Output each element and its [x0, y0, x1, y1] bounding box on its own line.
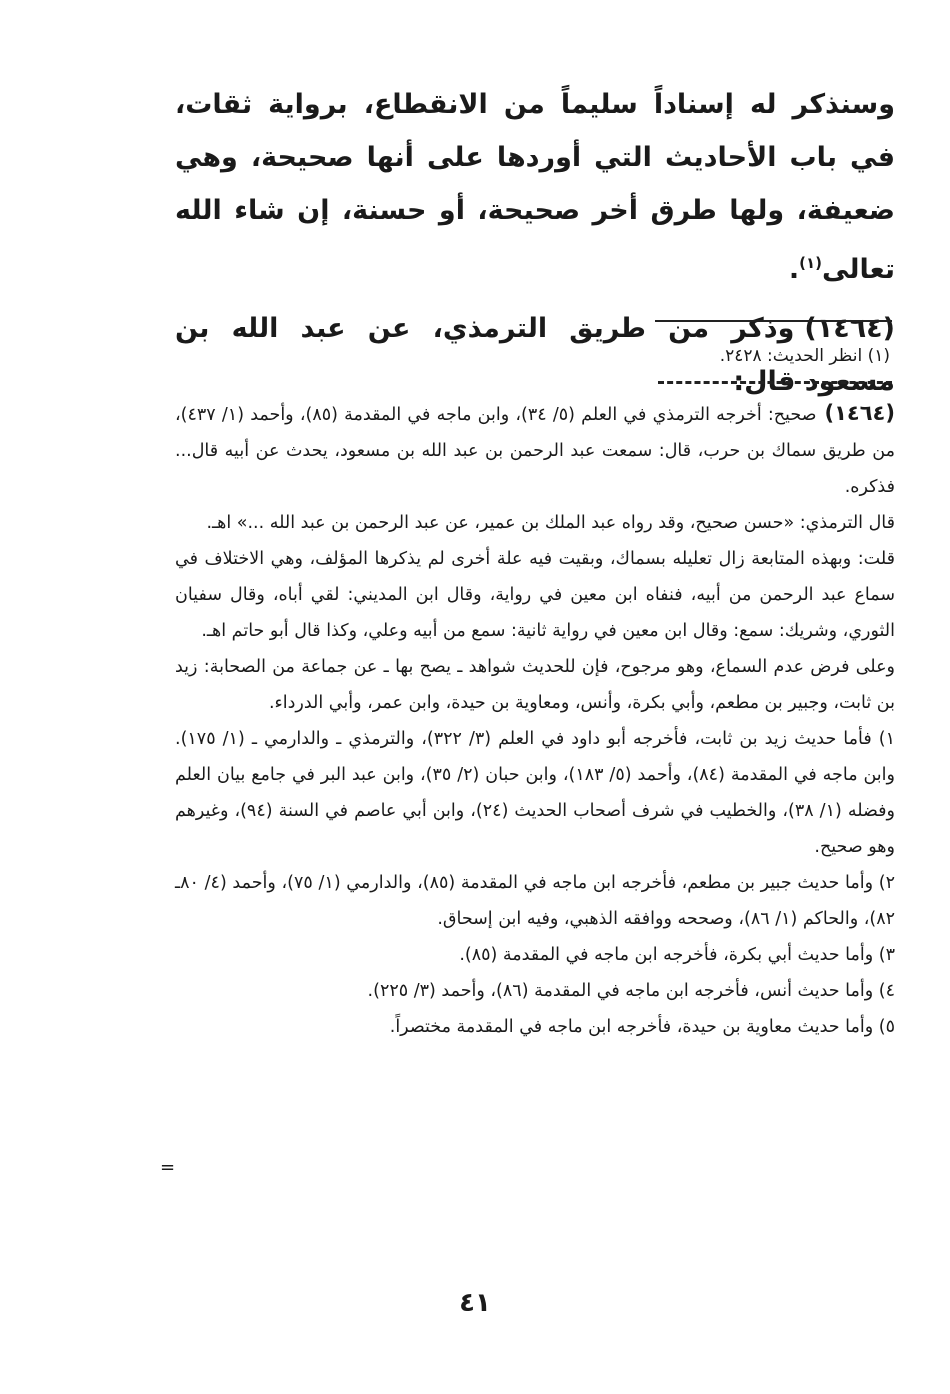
- hadith-number: (١٤٦٤): [804, 313, 895, 344]
- footnote-1: (١) انظر الحديث: ٢٤٢٨.: [719, 346, 890, 366]
- notes-separator: [658, 381, 892, 384]
- main-paragraph-1-end: .: [788, 254, 800, 285]
- commentary-hadith-number: (١٤٦٤): [824, 401, 895, 425]
- commentary-paragraph-4: وعلى فرض عدم السماع، وهو مرجوح، فإن للحديث شواهد ـ يصح بها ـ عن جماعة من الصحابة: زيد بن ثابت، وجبير بن مطعم، وأبي بكرة، وأنس، ومعاوية بن حيدة، وابن عمر، وأبي الدرداء.: [175, 657, 895, 713]
- commentary-paragraph-3: قلت: وبهذه المتابعة زال تعليله بسماك، وبقيت فيه علة أخرى لم يذكرها المؤلف، وهي الاختلاف في سماع عبد الرحمن من أبيه، فنفاه ابن معين في رواية، وقال ابن المديني: لقي أباه، وقال سفيان الثوري، وشريك: سمع: وقال ابن معين في رواية ثانية: سمع من أبيه وعلي، وكذا قال أبو حاتم اهـ.: [175, 549, 895, 641]
- main-paragraph-2-text: وذكر من طريق الترمذي، عن عبد الله بن مسعود قال:: [175, 313, 895, 397]
- main-paragraph-1: [175, 78, 895, 296]
- continuation-mark: =: [160, 1157, 176, 1178]
- page-number: ٤١: [459, 1288, 491, 1318]
- commentary: [175, 395, 895, 1045]
- commentary-paragraph-1-text: صحيح: أخرجه الترمذي في العلم (٥/ ٣٤)، وابن ماجه في المقدمة (٨٥)، وأحمد (١/ ٤٣٧)، من طريق سماك بن حرب، قال: سمعت عبد الرحمن بن عبد الله بن مسعود، يحدث عن أبيه قال... فذكره.: [175, 405, 895, 497]
- commentary-paragraph-2: قال الترمذي: «حسن صحيح، وقد رواه عبد الملك بن عمير، عن عبد الرحمن بن عبد الله ...» اهـ.: [206, 513, 895, 533]
- commentary-item-4: ٤) وأما حديث أنس، فأخرجه ابن ماجه في المقدمة (٨٦)، وأحمد (٣/ ٢٢٥).: [367, 981, 895, 1001]
- commentary-item-1: ١) فأما حديث زيد بن ثابت، فأخرجه أبو داود في العلم (٣/ ٣٢٢)، والترمذي ـ والدارمي ـ (١/ ١٧٥). وابن ماجه في المقدمة (٨٤)، وأحمد (٥/ ١٨٣)، وابن حبان (٢/ ٣٥)، وابن عبد البر في جامع بيان العلم وفضله (١/ ٣٨)، والخطيب في شرف أصحاب الحديث (٢٤)، وابن أبي عاصم في السنة (٩٤)، وغيرهم وهو صحيح.: [175, 729, 895, 857]
- commentary-item-5: ٥) وأما حديث معاوية بن حيدة، فأخرجه ابن ماجه في المقدمة مختصراً.: [389, 1017, 895, 1037]
- commentary-paragraph-1: [175, 395, 895, 505]
- commentary-item-3: ٣) وأما حديث أبي بكرة، فأخرجه ابن ماجه في المقدمة (٨٥).: [459, 945, 895, 965]
- commentary-item-2: ٢) وأما حديث جبير بن مطعم، فأخرجه ابن ماجه في المقدمة (٨٥)، والدارمي (١/ ٧٥)، وأحمد (٤/ ٨٠ـ ٨٢)، والحاكم (١/ ٨٦)، وصححه ووافقه الذهبي، وفيه ابن إسحاق.: [175, 873, 895, 929]
- footnote-separator: [655, 320, 892, 322]
- footnote-ref: (١): [799, 254, 823, 272]
- main-paragraph-1-text: وسنذكر له إسناداً سليماً من الانقطاع، برواية ثقات، في باب الأحاديث التي أوردها على أنها صحيحة، وهي ضعيفة، ولها طرق أخر صحيحة، أو حسنة، إن شاء الله تعالى: [175, 89, 895, 285]
